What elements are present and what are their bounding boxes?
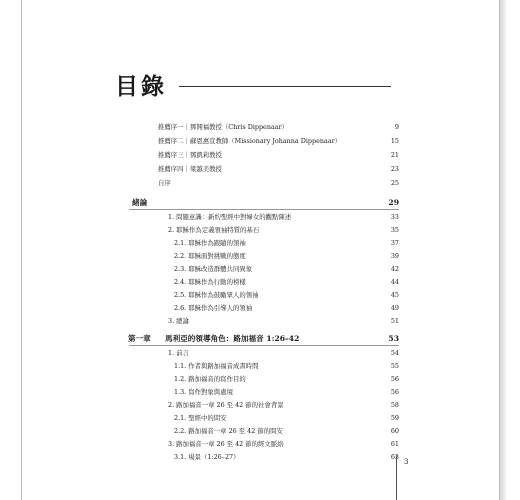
toc-entry [174, 425, 399, 437]
toc-entry-page: 61 [390, 440, 399, 448]
toc-section-heading: 緒論 [132, 198, 148, 207]
toc-entry-label: 2.2. 耶穌面對挑戰的態度 [174, 252, 246, 260]
toc-entry [158, 121, 399, 133]
toc-entry [158, 149, 399, 161]
section-divider [129, 209, 399, 210]
toc-entry [174, 276, 399, 288]
toc-entry-page: 42 [390, 265, 399, 273]
toc-entry-label: 1. 問題意識：新約聖經中對婦女的觀點陳述 [168, 213, 292, 221]
toc-entry [168, 211, 399, 223]
toc-entry [158, 135, 399, 147]
toc-entry-page: 45 [390, 291, 399, 299]
toc-entry-label: 3. 總論 [168, 317, 189, 325]
toc-entry-label: 3.1. 場景（1:26–27） [174, 453, 240, 461]
toc-entry-label: 2. 路加福音一章 26 至 42 節的社會背景 [168, 401, 284, 409]
toc-entry-page: 56 [390, 388, 399, 396]
toc-entry-label: 3. 路加福音一章 26 至 42 節的經文脈絡 [168, 440, 284, 448]
page-number: 3 [404, 458, 409, 466]
toc-entry [158, 163, 399, 175]
toc-entry-label: 推薦序二｜蘇恩惠宣教師（Missionary Johanna Dippenaar） [158, 137, 342, 145]
toc-entry-page: 15 [390, 137, 399, 145]
toc-chapter-1 [128, 333, 399, 345]
toc-entry [174, 451, 399, 463]
toc-chapter-heading: 馬利亞的領導角色：路加福音 1:26–42 [165, 334, 300, 343]
toc-entry-page: 55 [390, 362, 399, 370]
toc-entry [174, 386, 399, 398]
toc-entry-label: 2.1. 耶穌作為跟隨的領袖 [174, 239, 246, 247]
toc-chapter-number: 第一章 [128, 334, 151, 343]
toc-entry [174, 412, 399, 424]
toc-entry-label: 1.1. 作者與路加福音成書時間 [174, 362, 259, 370]
toc-entry-label: 2.2. 路加福音一章 26 至 42 節的問安 [174, 427, 283, 435]
toc-entry-label: 1. 前言 [168, 349, 189, 357]
page-title: 目錄 [115, 74, 167, 100]
toc-entry-label: 1.2. 路加福音的寫作目的 [174, 375, 246, 383]
title-rule [179, 86, 391, 87]
toc-entry-page: 60 [390, 427, 399, 435]
section-divider [129, 345, 399, 346]
toc-entry-label: 2.5. 耶穌作為鼓勵眾人的領袖 [174, 291, 259, 299]
page-number-rule [396, 455, 397, 500]
toc-entry-page: 58 [390, 401, 399, 409]
toc-entry-label: 2.1. 聖經中的問安 [174, 414, 227, 422]
toc-chapter-page: 53 [388, 334, 399, 343]
toc-entry-page: 56 [390, 375, 399, 383]
toc-entry-page: 37 [390, 239, 399, 247]
toc-entry-page: 35 [390, 226, 399, 234]
toc-entry-page: 25 [390, 179, 399, 187]
toc-entry [174, 373, 399, 385]
toc-entry-page: 23 [390, 165, 399, 173]
toc-entry-page: 33 [390, 213, 399, 221]
toc-entry [168, 224, 399, 236]
toc-entry [174, 263, 399, 275]
toc-entry [174, 250, 399, 262]
toc-entry [168, 347, 399, 359]
toc-entry [174, 237, 399, 249]
toc-entry [174, 360, 399, 372]
toc-entry-page: 63 [390, 453, 399, 461]
toc-entry [174, 302, 399, 314]
toc-entry-label: 推薦序四｜梁越美教授 [158, 165, 222, 173]
toc-entry-label: 1.3. 寫作對象與處境 [174, 388, 233, 396]
toc-entry [168, 315, 399, 327]
toc-entry-page: 54 [390, 349, 399, 357]
toc-entry-label: 2. 耶穌作為定義領袖特質的基石 [168, 226, 260, 234]
toc-entry [158, 177, 399, 189]
toc-entry-page: 49 [390, 304, 399, 312]
toc-entry-page: 59 [390, 414, 399, 422]
toc-entry-label: 2.4. 耶穌作為行動的榜樣 [174, 278, 246, 286]
toc-entry-label: 推薦序三｜鄧凱莉教授 [158, 151, 222, 159]
toc-entry-page: 39 [390, 252, 399, 260]
toc-entry-page: 44 [390, 278, 399, 286]
toc-entry [174, 289, 399, 301]
toc-entry-page: 9 [394, 123, 399, 131]
toc-entry-label: 推薦序一｜鄧開福教授（Chris Dippenaar） [158, 123, 289, 131]
toc-entry-label: 2.3. 耶穌改造群體共同異象 [174, 265, 253, 273]
toc-section-page: 29 [388, 198, 399, 207]
page-edge-shadow [500, 0, 506, 500]
toc-entry-label: 2.6. 耶穌作為引導人的領袖 [174, 304, 253, 312]
toc-entry-page: 21 [390, 151, 399, 159]
toc-section-intro [132, 197, 399, 209]
toc-entry-label: 自序 [158, 179, 171, 187]
toc-entry [168, 399, 399, 411]
toc-entry-page: 51 [390, 317, 399, 325]
toc-entry [168, 438, 399, 450]
